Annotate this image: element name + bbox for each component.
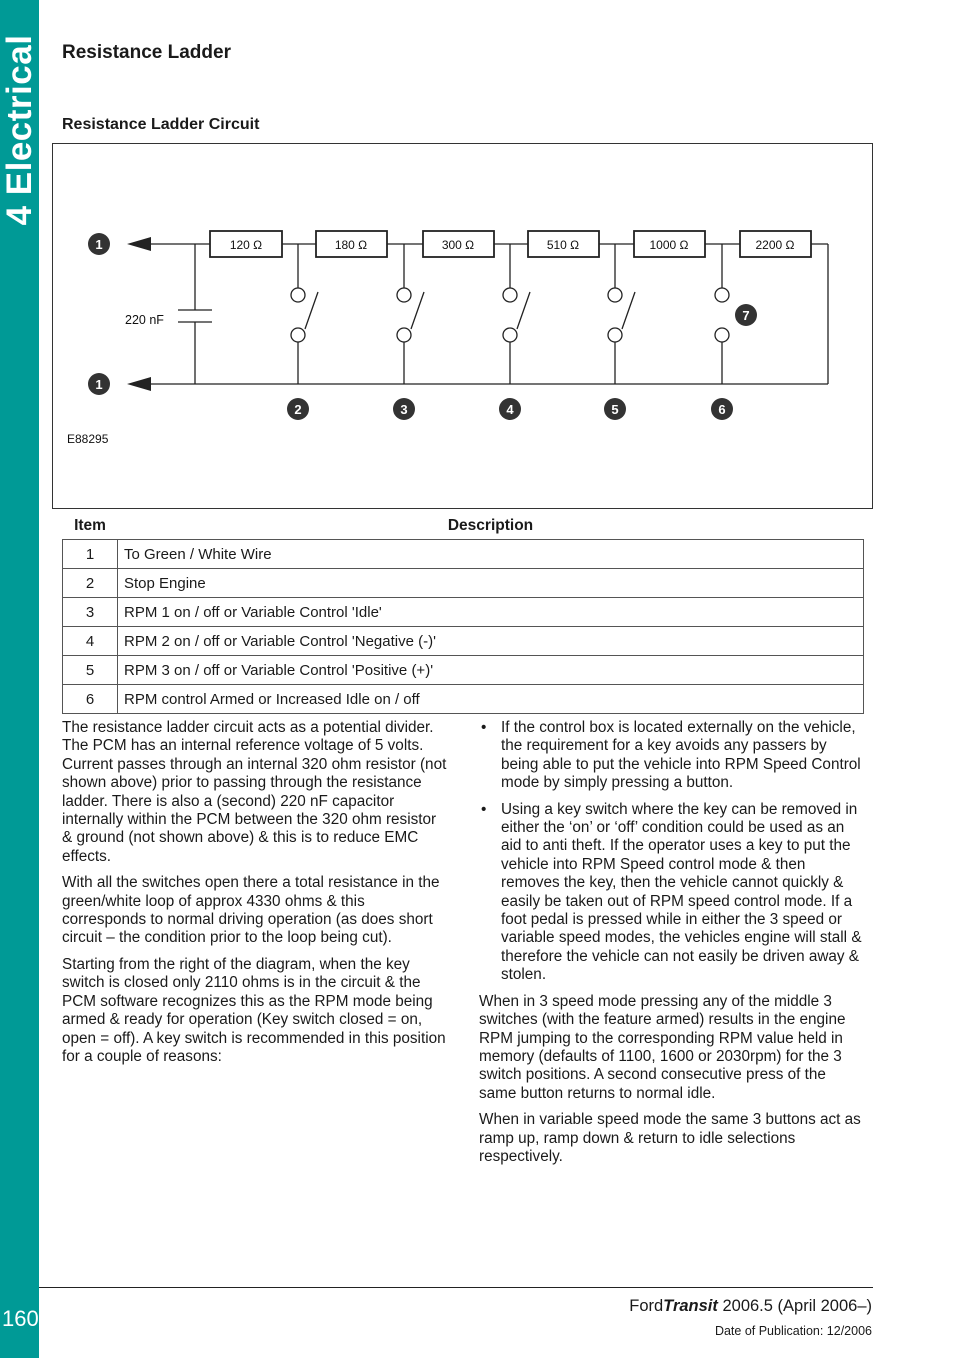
callout-3: 3	[400, 402, 408, 417]
table-row	[63, 540, 864, 569]
description-cell: RPM control Armed or Increased Idle on / off	[118, 685, 864, 714]
description-cell: RPM 2 on / off or Variable Control 'Negative (-)'	[118, 627, 864, 656]
body-paragraph: When in 3 speed mode pressing any of the middle 3 switches (with the feature armed) results in the engine RPM jumping to the corresponding RPM value held in memory (defaults of 1100, 1600 or 2030rpm) for the 3 switch positions. A second consecutive press of the same button returns to normal idle.	[479, 992, 846, 1102]
item-cell: 3	[63, 598, 118, 627]
callout-4: 4	[506, 402, 514, 417]
figure-reference: E88295	[67, 432, 109, 446]
table-row	[63, 656, 864, 685]
footer-brand-name: Ford	[629, 1297, 664, 1315]
body-paragraph: When in variable speed mode the same 3 buttons act as ramp up, ramp down & return to idle selections respectively.	[479, 1111, 861, 1165]
table-row	[63, 569, 864, 598]
resistor-label: 510 Ω	[546, 238, 580, 252]
table-row	[63, 685, 864, 714]
callout-6: 6	[718, 402, 726, 417]
bullet-text: Using a key switch where the key can be removed in either the ‘on’ or ‘off’ condition could be used as an aid to anti theft. If the operator uses a key to put the vehicle into RPM Speed control mode & then removes the key, then the vehicle cannot quickly & easily be taken out of RPM speed control mode. If a foot pedal is pressed while in either the 3 speed or variable speed modes, the vehicles engine will stall & therefore the vehicle can not easily be driven away & stolen.	[501, 800, 862, 984]
item-cell: 4	[63, 627, 118, 656]
resistor-label: 180 Ω	[334, 238, 368, 252]
bullet-marker: •	[481, 800, 487, 818]
capacitor-label: 220 nF	[125, 313, 164, 327]
table-row	[63, 627, 864, 656]
item-cell: 5	[63, 656, 118, 685]
callout-5: 5	[611, 402, 619, 417]
footer-brand	[629, 1297, 872, 1316]
callout-1: 1	[95, 237, 103, 252]
item-table	[62, 515, 864, 714]
publication-date: Date of Publication: 12/2006	[714, 1324, 872, 1338]
bullet-item	[479, 801, 867, 985]
circuit-svg	[53, 144, 874, 510]
description-column-header: Description	[447, 517, 534, 534]
item-column-header: Item	[74, 517, 106, 534]
resistor-label: 2200 Ω	[755, 238, 795, 252]
body-paragraph: Starting from the right of the diagram, when the key switch is closed only 2110 ohms is in the circuit & the PCM software recognizes this as the RPM mode being armed & ready for operation (Key switch closed = on, open = off). A key switch is recommended in this position for a couple of reasons:	[62, 955, 446, 1065]
description-cell: To Green / White Wire	[118, 540, 864, 569]
circuit-diagram	[52, 143, 873, 509]
body-column-left	[62, 719, 450, 1074]
body-paragraph: The resistance ladder circuit acts as a potential divider. The PCM has an internal reference voltage of 5 volts. Current passes through an internal 320 ohm resistor (not shown above) prior to passing through the resistance ladder. There is also a (second) 220 nF capacitor internally within the PCM between the 320 ohm resistor & ground (not shown above) & this is to reduce EMC effects.	[62, 719, 447, 865]
bullet-item	[479, 719, 867, 793]
description-cell: RPM 3 on / off or Variable Control 'Positive (+)'	[118, 656, 864, 685]
section-title: Resistance Ladder	[62, 42, 231, 63]
callout-2: 2	[294, 402, 302, 417]
footer-edition: 2006.5 (April 2006–)	[717, 1297, 872, 1315]
body-column-right	[479, 719, 867, 1174]
chapter-label: 4 Electrical	[0, 34, 39, 226]
body-paragraph: With all the switches open there a total resistance in the green/white loop of approx 4330 ohms & this corresponds to normal driving operation (as does short circuit – the condition prior to the loop being cut).	[62, 874, 440, 947]
table-row	[63, 598, 864, 627]
description-cell: RPM 1 on / off or Variable Control 'Idle'	[118, 598, 864, 627]
callout-7: 7	[742, 308, 750, 323]
item-cell: 2	[63, 569, 118, 598]
chapter-tab	[0, 0, 39, 1358]
description-cell: Stop Engine	[118, 569, 864, 598]
item-cell: 6	[63, 685, 118, 714]
resistor-label: 300 Ω	[441, 238, 475, 252]
bullet-text: If the control box is located externally on the vehicle, the requirement for a key avoids any passers by being able to put the vehicle into RPM Speed Control mode by simply pressing a button.	[501, 719, 861, 792]
callout-1: 1	[95, 377, 103, 392]
footer-divider	[39, 1287, 873, 1288]
bullet-marker: •	[481, 719, 487, 736]
resistor-label: 1000 Ω	[649, 238, 689, 252]
resistor-label: 120 Ω	[229, 238, 263, 252]
page-number: 160	[2, 1306, 39, 1331]
figure-title: Resistance Ladder Circuit	[62, 116, 260, 133]
footer-model: Transit	[663, 1297, 718, 1315]
item-cell: 1	[63, 540, 118, 569]
